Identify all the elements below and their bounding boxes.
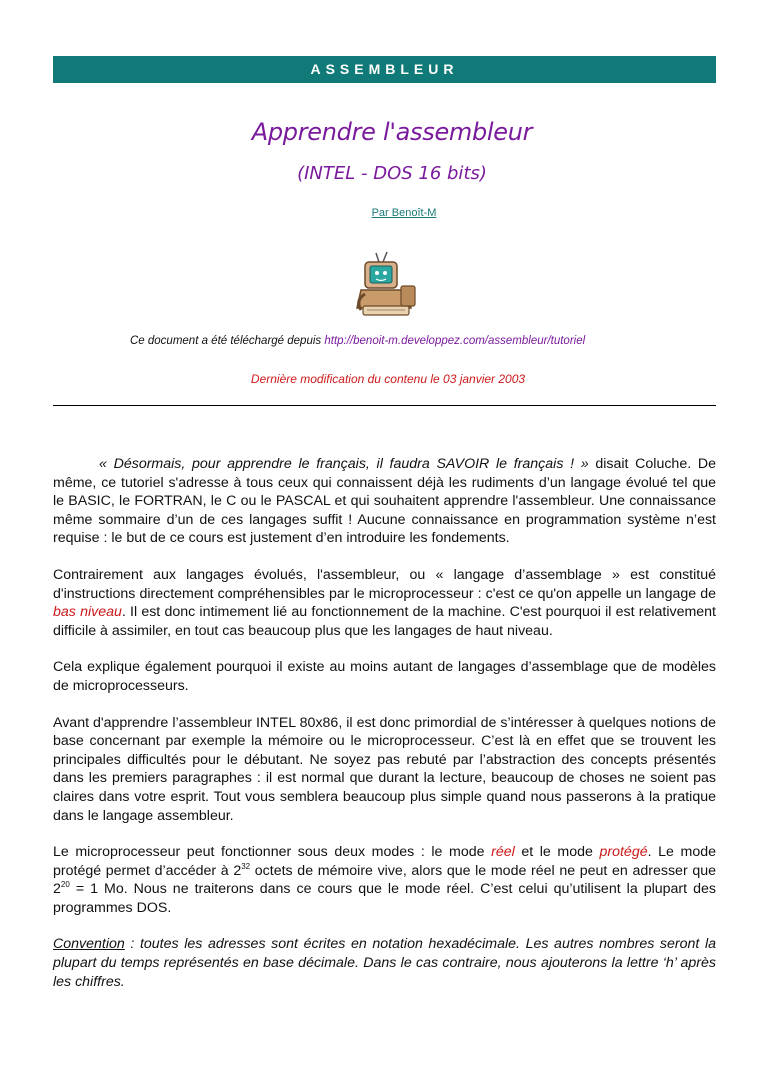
download-url-link[interactable]: http://benoit-m.developpez.com/assembleur/tutoriel (324, 335, 586, 347)
horizontal-divider (53, 405, 716, 406)
paragraph-4: Avant d'apprendre l’assembleur INTEL 80x86, il est donc primordial de s’intéresser à quelques notions de base concernant par exemple la mémoire ou le microprocesseur. C’est là en effet que se trouvent les principales difficultés pour le débutant. Ne soyez pas rebuté par l’abstraction des concepts présentés dans les premiers paragraphes : il est normal que durant la lecture, beaucoup de choses ne soient pas claires dans votre esprit. Tout vous semblera beaucoup plus simple quand nous passerons à la pratique dans le langage assembleur. (53, 714, 716, 824)
emphasis-bas-niveau: bas niveau (53, 604, 122, 621)
author-link[interactable]: Par Benoît-M (371, 207, 437, 219)
computer-mascot-icon (349, 250, 423, 320)
document-subtitle: (INTEL - DOS 16 bits) (297, 163, 487, 184)
last-modified-line: Dernière modification du contenu le 03 janvier 2003 (250, 372, 526, 386)
paragraph-5: Le microprocesseur peut fonctionner sous deux modes : le mode réel et le mode protégé. Le mode protégé permet d’accéder à $2^{32}$ octets de mémoire vive, alors que le mode réel ne peut en adresser que $2^{20} = 1$ Mo. Nous ne traiterons dans ce cours que le mode réel. C’est celui qu’utilisent la plupart des programmes DOS. (53, 844, 717, 916)
paragraph-convention: Convention : toutes les adresses sont écrites en notation hexadécimale. Les autres nombres seront la plupart du temps représentés en base décimale. Dans le cas contraire, nous ajouterons la lettre ‘h’ après les chiffres. (53, 936, 716, 990)
document-body (53, 455, 716, 1009)
download-notice: Ce document a été téléchargé depuis http://benoit-m.developpez.com/assembleur/tutoriel (130, 335, 586, 347)
document-title: Apprendre l'assembleur (251, 118, 533, 146)
paragraph-1: « Désormais, pour apprendre le français, il faudra SAVOIR le français ! » disait Coluche. De même, ce tutoriel s'adresse à tous ceux qui connaissent déjà les rudiments d’un langage évolué tel que le BASIC, le FORTRAN, le C ou le PASCAL et qui souhaitent apprendre l'assembleur. Une connaissance même sommaire d’un de ces langages suffit ! Aucune connaissance en programmation système n’est requise : le but de ce cours est justement d’en introduire les fondements. (53, 456, 716, 547)
paragraph-3: Cela explique également pourquoi il existe au moins autant de langages d’assemblage que de modèles de microprocesseurs. (53, 659, 716, 694)
paragraph-2: Contrairement aux langages évolués, l'assembleur, ou « langage d’assemblage » est constitué d'instructions directement compréhensibles par le microprocesseur : c'est ce qu'on appelle un langage de bas niveau. Il est donc intimement lié au fonctionnement de la machine. C'est pourquoi il est relativement difficile à assimiler, en tout cas beaucoup plus que les langages de haut niveau. (53, 566, 716, 639)
convention-label: Convention (53, 936, 125, 953)
author-line (0, 207, 768, 219)
emphasis-protege: protégé (599, 844, 648, 861)
emphasis-reel: réel (491, 844, 515, 861)
section-banner: ASSEMBLEUR (53, 56, 716, 83)
